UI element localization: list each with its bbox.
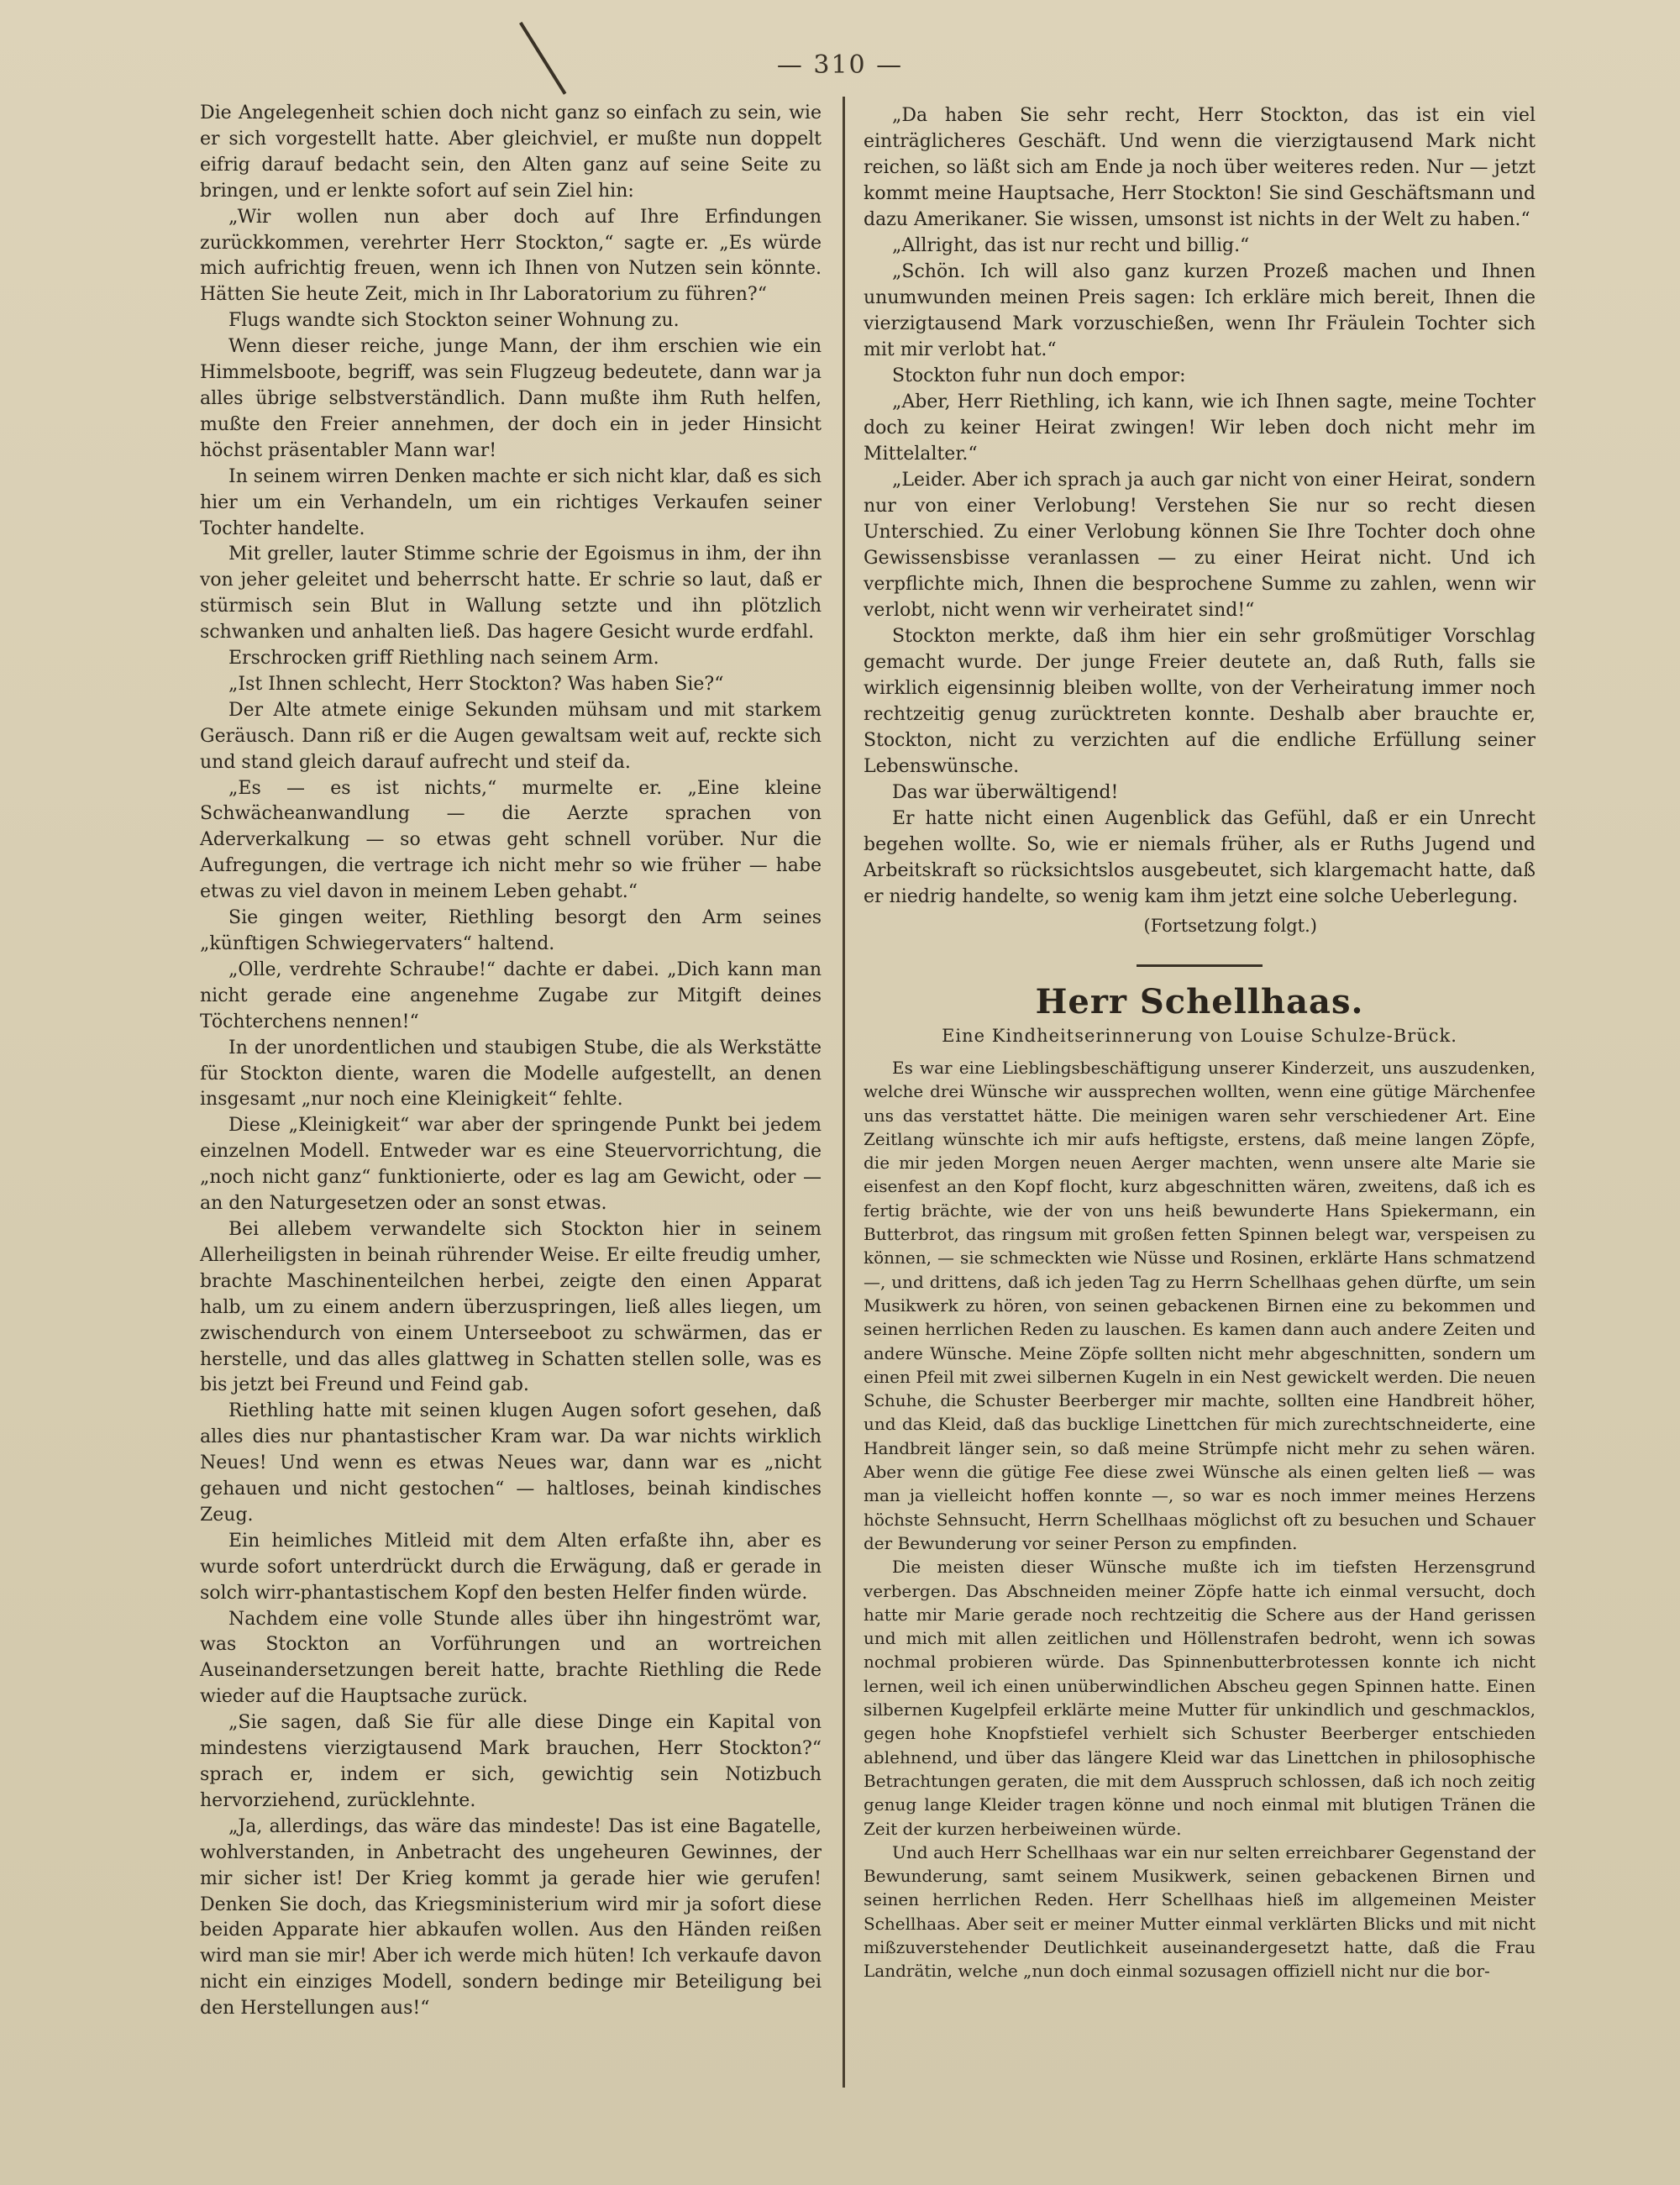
column-divider <box>843 97 845 2088</box>
right-column <box>864 102 1536 1983</box>
paragraph: Die Angelegenheit schien doch nicht ganz so einfach zu sein, wie er sich vorgestellt hatte. Aber gleichviel, er mußte nun doppelt eifrig darauf bedacht sein, den Alten ganz auf seine Seite zu bringen, und er lenkte sofort auf sein Ziel hin: <box>200 102 822 202</box>
paragraph: „Da haben Sie sehr recht, Herr Stockton, das ist ein viel einträglicheres Geschäft. Und wenn die vierzigtausend Mark nicht reichen, so läßt sich am Ende ja noch über weiteres reden. Nur — jetzt kommt meine Hauptsache, Herr Stockton! Sie sind Geschäftsmann und dazu Amerikaner. Sie wissen, umsonst ist nichts in der Welt zu haben.“ <box>864 105 1536 230</box>
paragraph: Erschrocken griff Riethling nach seinem Arm. <box>228 648 659 670</box>
paragraph: Der Alte atmete einige Sekunden mühsam und mit starkem Geräusch. Dann riß er die Augen gewaltsam weit auf, reckte sich und stand gleich darauf aufrecht und steif da. <box>200 699 822 773</box>
continued-note: (Fortsetzung folgt.) <box>1143 916 1317 936</box>
paragraph: „Leider. Aber ich sprach ja auch gar nicht von einer Heirat, sondern nur von einer Verlobung! Verstehen Sie nur so recht diesen Unterschied. Zu einer Verlobung können Sie Ihre Tochter doch ohne Gewissensbisse veranlassen — zu einer Heirat nicht. Und ich verpflichte mich, Ihnen die besprochene Summe zu zahlen, wenn wir verlobt, nicht wenn wir verheiratet sind!“ <box>864 470 1536 621</box>
paragraph: Er hatte nicht einen Augenblick das Gefühl, daß er ein Unrecht begehen wollte. So, wie er niemals früher, als er Ruths Jugend und Arbeitskraft so rücksichtslos ausgebeutet, sich klargemacht hatte, daß er niedrig handelte, so wenig kam ihm jetzt eine solche Ueberlegung. <box>864 808 1536 907</box>
paragraph: Bei allebem verwandelte sich Stockton hier in seinem Allerheiligsten in beinah rührender Weise. Er eilte freudig umher, brachte Maschinenteilchen herbei, zeigte den einen Apparat halb, um zu einem andern überzuspringen, ließ alles liegen, um zwischendurch von einem Unterseeboot zu schwärmen, das er herstelle, und das alles glattweg in Schatten stellen solle, was es bis jetzt bei Freund und Feind gab. <box>200 1218 822 1396</box>
paragraph: Und auch Herr Schellhaas war ein nur selten erreichbarer Gegenstand der Bewunderung, samt seinem Musikwerk, seinen gebackenen Birnen und seinen herrlichen Reden. Herr Schellhaas hieß im allgemeinen Meister Schellhaas. Aber seit er meiner Mutter einmal verklärten Blicks und mit nicht mißzuverstehender Deutlichkeit auseinandergesetzt hatte, daß die Frau Landrätin, welche „nun doch einmal sozusagen offiziell nicht nur die bor- <box>864 1841 1536 1982</box>
paragraph: Die meisten dieser Wünsche mußte ich im tiefsten Herzensgrund verbergen. Das Abschneiden meiner Zöpfe hatte ich einmal versucht, doch hatte mir Marie gerade noch rechtzeitig die Schere aus der Hand gerissen und mich mit allen zeitlichen und Höllenstrafen bedroht, wenn ich sowas nochmal probieren würde. Das Spinnenbutterbrotessen konnte ich nicht lernen, weil ich einen unüberwindlichen Abscheu gegen Spinnen hatte. Einen silbernen Kugelpfeil erklärte meine Mutter für unkindlich und geschmacklos, gegen hohe Knopfstiefel verhielt sich Schuster Beerberger entschieden ablehnend, und über das längere Kleid war das Linettchen in philosophische Betrachtungen geraten, die mit dem Ausspruch schlossen, daß ich noch zeitig genug lange Kleider tragen könne und noch einmal mit blutigen Tränen die Zeit der kurzen herbeiweinen würde. <box>864 1557 1536 1839</box>
paragraph: Stockton fuhr nun doch empor: <box>892 365 1186 386</box>
paragraph: In der unordentlichen und staubigen Stube, die als Werkstätte für Stockton diente, waren die Modelle aufgestellt, an denen insgesamt „nur noch eine Kleinigkeit“ fehlte. <box>200 1037 822 1111</box>
paragraph: In seinem wirren Denken machte er sich nicht klar, daß es sich hier um ein Verhandeln, um ein richtiges Verkaufen seiner Tochter handelte. <box>200 465 822 539</box>
page-number: — 310 — <box>776 50 904 80</box>
paragraph: „Aber, Herr Riethling, ich kann, wie ich Ihnen sagte, meine Tochter doch zu keiner Heirat zwingen! Wir leben doch nicht mehr im Mittelalter.“ <box>864 391 1536 465</box>
paragraph: Stockton merkte, daß ihm hier ein sehr großmütiger Vorschlag gemacht wurde. Der junge Freier deutete an, daß Ruth, falls sie wirklich eigensinnig bleiben wollte, von der Verheiratung immer noch rechtzeitig genug zurücktreten konnte. Deshalb aber brauchte er, Stockton, nicht zu verzichten auf die endliche Erfüllung seiner Lebenswünsche. <box>864 626 1536 777</box>
story-body <box>864 1056 1536 1983</box>
paragraph: Wenn dieser reiche, junge Mann, der ihm erschien wie ein Himmelsboote, begriff, was sein Flugzeug bedeutete, dann war ja alles übrige selbstverständlich. Dann mußte ihm Ruth helfen, mußte den Freier annehmen, der doch ein in jeder Hinsicht höchst präsentabler Mann war! <box>200 336 822 461</box>
paragraph: „Sie sagen, daß Sie für alle diese Dinge ein Kapital von mindestens vierzigtausend Mark brauchen, Herr Stockton?“ sprach er, indem er sich, gewichtig sein Notizbuch hervorziehend, zurücklehnte. <box>200 1712 822 1811</box>
story-subtitle: Eine Kindheitserinnerung von Louise Schulze-Brück. <box>942 1026 1457 1046</box>
story-title: Herr Schellhaas. <box>1035 982 1364 1022</box>
paragraph: „Es — es ist nichts,“ murmelte er. „Eine kleine Schwächeanwandlung — die Aerzte sprachen von Aderverkalkung — so etwas geht schnell vorüber. Nur die Aufregungen, die vertrage ich nicht mehr so wie früher — habe etwas zu viel davon in meinem Leben gehabt.“ <box>200 777 822 903</box>
paragraph: „Ja, allerdings, das wäre das mindeste! Das ist eine Bagatelle, wohlverstanden, in Anbetracht des ungeheuren Gewinnes, der mir sicher ist! Der Krieg kommt ja gerade hier wie gerufen! Denken Sie doch, das Kriegsministerium wird mir ja sofort diese beiden Apparate hier abkaufen wollen. Aus den Händen reißen wird man sie mir! Aber ich werde mich hüten! Ich verkaufe davon nicht ein einziges Modell, sondern bedinge mir Beteiligung bei den Herstellungen aus!“ <box>200 1815 822 2020</box>
paragraph: Diese „Kleinigkeit“ war aber der springende Punkt bei jedem einzelnen Modell. Entweder war es eine Steuervorrichtung, die „noch nicht ganz“ funktionierte, oder es lag am Gewicht, oder — an den Naturgesetzen oder an sonst etwas. <box>200 1115 822 1215</box>
paragraph: „Olle, verdrehte Schraube!“ dachte er dabei. „Dich kann man nicht gerade eine angenehme Zugabe zur Mitgift deines Töchterchens nennen!“ <box>200 959 822 1032</box>
left-column <box>200 101 822 2022</box>
section-divider <box>1137 964 1263 967</box>
paragraph: Riethling hatte mit seinen klugen Augen sofort gesehen, daß alles dies nur phantastischer Kram war. Da war nichts wirklich Neues! Und wenn es etwas Neues war, dann war es „nicht gehauen und nicht gestochen“ — haltloses, beinah kindisches Zeug. <box>200 1400 822 1526</box>
paragraph: Nachdem eine volle Stunde alles über ihn hingeströmt war, was Stockton an Vorführungen und an wortreichen Auseinandersetzungen bereit hatte, brachte Riethling die Rede wieder auf die Hauptsache zurück. <box>200 1608 822 1708</box>
paragraph: Es war eine Lieblingsbeschäftigung unserer Kinderzeit, uns auszudenken, welche drei Wünsche wir aussprechen wollten, wenn eine gütige Märchenfee uns das verstattet hätte. Die meinigen waren sehr verschiedener Art. Eine Zeitlang wünschte ich mir aufs heftigste, erstens, daß meine langen Zöpfe, die mir jeden Morgen neuen Aerger machten, wenn unsere alte Marie sie eisenfest an den Kopf flocht, kurz abgeschnitten wären, zweitens, daß ich es fertig brächte, wie der von uns heiß bewunderte Hans Spiekermann, ein Butterbrot, das ringsum mit großen fetten Spinnen belegt war, verspeisen zu können, — sie schmeckten wie Nüsse und Rosinen, erklärte Hans schmatzend —, und drittens, daß ich jeden Tag zu Herrn Schellhaas gehen dürfte, um sein Musikwerk zu hören, von seinen gebackenen Birnen eine zu bekommen und seinen herrlichen Reden zu lauschen. Es kamen dann auch andere Zeiten und andere Wünsche. Meine Zöpfe sollten nicht mehr abgeschnitten, sondern um einen Pfeil mit zwei silbernen Kugeln in ein Nest gewickelt werden. Die neuen Schuhe, die Schuster Beerberger mir machte, sollten eine Handbreit höher, und das Kleid, daß das bucklige Linettchen für mich zurechtschneiderte, eine Handbreit länger sein, so daß meine Strümpfe nicht mehr zu sehen wären. Aber wenn die gütige Fee diese zwei Wünsche als einen gelten ließ — was man ja vielleicht hoffen konnte —, so war es noch immer meines Herzens höchste Sehnsucht, Herrn Schellhaas möglichst oft zu besuchen und Schauer der Bewunderung vor seiner Person zu empfinden. <box>864 1058 1536 1553</box>
paragraph: „Allright, das ist nur recht und billig.“ <box>892 235 1250 256</box>
paragraph: „Ist Ihnen schlecht, Herr Stockton? Was haben Sie?“ <box>228 673 724 695</box>
paragraph: „Schön. Ich will also ganz kurzen Prozeß machen und Ihnen unumwunden meinen Preis sagen: Ich erkläre mich bereit, Ihnen die vierzigtausend Mark vorzuschießen, wenn Ihr Fräulein Tochter sich mit mir verlobt hat.“ <box>864 261 1536 360</box>
paragraph: Flugs wandte sich Stockton seiner Wohnung zu. <box>228 310 680 332</box>
paragraph: Mit greller, lauter Stimme schrie der Egoismus in ihm, der ihn von jeher geleitet und beherrscht hatte. Er schrie so laut, daß er stürmisch sein Blut in Wallung setzte und ihn plötzlich schwanken und anhalten ließ. Das hagere Gesicht wurde erdfahl. <box>200 544 822 643</box>
paragraph: Sie gingen weiter, Riethling besorgt den Arm seines „künftigen Schwiegervaters“ haltend. <box>200 907 822 954</box>
paragraph: Das war überwältigend! <box>892 782 1119 803</box>
paragraph: Ein heimliches Mitleid mit dem Alten erfaßte ihn, aber es wurde sofort unterdrückt durch die Erwägung, daß er gerade in solch wirr-phantastischem Kopf den besten Helfer finden würde. <box>200 1530 822 1604</box>
paragraph: „Wir wollen nun aber doch auf Ihre Erfindungen zurückkommen, verehrter Herr Stockton,“ sagte er. „Es würde mich aufrichtig freuen, wenn ich Ihnen von Nutzen sein könnte. Hätten Sie heute Zeit, mich in Ihr Laboratorium zu führen?“ <box>200 206 822 306</box>
